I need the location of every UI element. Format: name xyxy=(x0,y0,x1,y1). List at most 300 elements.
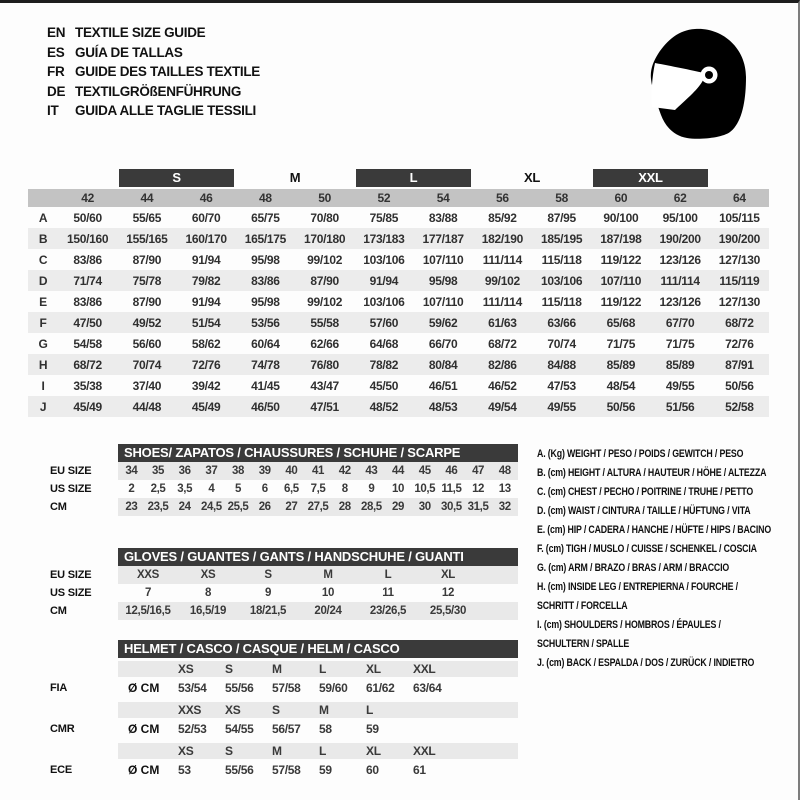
measurement-value: 83/86 xyxy=(236,270,295,291)
size-value: 32 xyxy=(498,501,511,513)
measurement-value: 57/60 xyxy=(354,312,413,333)
helmet-size-label: XS xyxy=(178,744,194,758)
measurement-value: 74/78 xyxy=(236,354,295,375)
legend-item-i xyxy=(537,616,800,654)
legend-item-c xyxy=(537,483,800,502)
measurement-value: 49/54 xyxy=(473,396,532,417)
language-title: TEXTILGRÖßENFÜHRUNG xyxy=(75,83,242,99)
row-label: US SIZE xyxy=(50,483,92,495)
measurement-value: 87/95 xyxy=(547,210,576,225)
measurement-value: 115/118 xyxy=(541,252,582,267)
size-value: XXS xyxy=(136,569,160,581)
size-value: 40 xyxy=(285,465,298,477)
size-value: 25,5/30 xyxy=(429,605,467,617)
legend-line: H. (cm) INSIDE LEG / ENTREPIERNA / FOURCHE / xyxy=(537,581,738,593)
measurement-value: 70/74 xyxy=(117,354,176,375)
measurement-value: 95/98 xyxy=(414,270,473,291)
measurement-value: 83/86 xyxy=(73,294,102,309)
helmet-value-row-ece xyxy=(30,759,525,781)
shoes-row-us-size xyxy=(30,480,525,498)
size-value: 18/21,5 xyxy=(249,605,287,617)
measurement-row-e xyxy=(28,291,769,312)
helmet-size-value: 52/53 xyxy=(178,722,207,736)
measurement-value: 103/106 xyxy=(532,270,591,291)
helmet-size-row-fia xyxy=(30,661,525,677)
measurement-value: 119/122 xyxy=(600,252,642,267)
size-band-m: M xyxy=(289,170,301,185)
language-title: GUÍA DE TALLAS xyxy=(75,44,183,60)
helmet-size-label: M xyxy=(319,703,329,717)
measurement-value: 68/72 xyxy=(58,354,117,375)
size-value: 27,5 xyxy=(307,501,329,513)
measurement-value: 52/58 xyxy=(710,396,769,417)
measurement-value: 68/72 xyxy=(488,336,517,351)
row-label: EU SIZE xyxy=(50,569,92,581)
legend-item-h xyxy=(537,578,800,616)
size-value: 9 xyxy=(264,587,272,599)
size-value: 7,5 xyxy=(310,483,326,495)
size-value: 38 xyxy=(232,465,245,477)
row-values xyxy=(118,718,518,740)
measurement-value: 87/90 xyxy=(132,294,162,309)
row-label: US SIZE xyxy=(50,587,92,599)
helmet-value-row-fia xyxy=(30,677,525,699)
measurement-value: 87/90 xyxy=(132,252,162,267)
eu-size-label: 50 xyxy=(295,189,354,207)
measurement-value: 61/63 xyxy=(473,312,532,333)
helmet-size-label: L xyxy=(319,662,327,676)
eu-size-label: 56 xyxy=(473,189,532,207)
measurement-value: 185/195 xyxy=(532,228,591,249)
eu-size-spacer xyxy=(28,189,58,207)
size-value: 39 xyxy=(258,465,271,477)
helmet-size-value: 59 xyxy=(366,722,379,736)
measurement-value: 51/56 xyxy=(651,396,710,417)
size-value: 42 xyxy=(338,465,351,477)
helmet-icon xyxy=(649,27,755,146)
measurement-value: 48/54 xyxy=(606,378,636,393)
gloves-row-eu-size xyxy=(30,566,525,584)
row-letter: E xyxy=(39,294,47,309)
measurement-value: 70/80 xyxy=(310,210,339,225)
size-value: S xyxy=(264,569,272,581)
measurement-value: 48/52 xyxy=(354,396,413,417)
measurement-value: 49/52 xyxy=(117,312,176,333)
measurement-value: 170/180 xyxy=(295,228,354,249)
measurement-value: 111/114 xyxy=(482,252,523,267)
measurement-value: 55/58 xyxy=(295,312,354,333)
measurement-value: 127/130 xyxy=(718,294,761,309)
helmet-size-value: 56/57 xyxy=(272,722,301,736)
measurement-row-g xyxy=(28,333,769,354)
size-value: 23/26,5 xyxy=(369,605,407,617)
measurement-row-h xyxy=(28,354,769,375)
measurement-value: 43/47 xyxy=(310,378,339,393)
row-label-spacer xyxy=(30,702,118,718)
unit-spacer xyxy=(118,743,178,759)
row-label: CM xyxy=(50,605,67,617)
size-value: 30,5 xyxy=(441,501,462,513)
helmet-size-label: L xyxy=(319,744,327,758)
row-label: EU SIZE xyxy=(50,465,92,477)
legend-line: D. (cm) WAIST / CINTURA / TAILLE / HÜFTUNG / VITA xyxy=(537,505,751,517)
size-value: 24,5 xyxy=(200,501,222,513)
helmet-size-value: 53/54 xyxy=(178,681,207,695)
helmet-size-label: XL xyxy=(366,744,381,758)
measurement-value: 39/42 xyxy=(191,378,221,393)
measurement-value: 53/56 xyxy=(236,312,295,333)
measurement-value: 65/68 xyxy=(591,312,650,333)
size-value: 37 xyxy=(205,465,218,477)
eu-size-label: 54 xyxy=(414,189,473,207)
legend-line: G. (cm) ARM / BRAZO / BRAS / ARM / BRACCIO xyxy=(537,562,730,574)
size-value: 44 xyxy=(392,465,405,477)
measurement-value: 82/86 xyxy=(473,354,532,375)
shoes-size-table xyxy=(30,444,525,516)
standard-label: ECE xyxy=(50,764,73,776)
size-value: 46 xyxy=(445,465,458,477)
measurement-value: 79/82 xyxy=(177,270,236,291)
size-value: 11,5 xyxy=(441,483,462,495)
language-code: IT xyxy=(47,103,59,118)
helmet-size-label: XXS xyxy=(178,703,202,717)
measurement-value: 95/98 xyxy=(251,294,280,309)
measurement-value: 123/126 xyxy=(659,252,701,267)
shoes-title: SHOES/ ZAPATOS / CHAUSSURES / SCHUHE / SCARPE xyxy=(118,444,518,462)
measurement-value: 67/70 xyxy=(651,312,710,333)
measurement-value: 84/88 xyxy=(532,354,591,375)
measurement-value: 46/51 xyxy=(428,378,458,393)
size-band-xxl: XXL xyxy=(593,169,708,187)
size-value: 10 xyxy=(392,483,405,495)
standard-label: FIA xyxy=(50,682,68,694)
measurement-value: 55/65 xyxy=(132,210,162,225)
helmet-table-title: HELMET / CASCO / CASQUE / HELM / CASCO xyxy=(118,640,518,658)
measurement-row-j xyxy=(28,396,769,417)
legend-line: E. (cm) HIP / CADERA / HANCHE / HÜFTE / HIPS / BACINO xyxy=(537,524,772,536)
measurement-value: 62/66 xyxy=(310,336,339,351)
measurement-value: 107/110 xyxy=(591,270,650,291)
size-value: 45 xyxy=(418,465,431,477)
helmet-size-value: 59/60 xyxy=(319,681,348,695)
helmet-size-value: 54/55 xyxy=(225,722,254,736)
legend-item-d xyxy=(537,502,800,521)
row-values xyxy=(118,602,518,620)
size-band-xl: XL xyxy=(523,170,540,185)
size-band-cell xyxy=(354,169,473,189)
footwear-gloves-helmet-tables xyxy=(30,444,525,781)
size-value: 29 xyxy=(392,501,405,513)
size-value: 13 xyxy=(498,483,511,495)
row-values xyxy=(118,566,518,584)
measurement-value: 44/48 xyxy=(117,396,176,417)
measurement-value: 49/55 xyxy=(532,396,591,417)
size-value: XL xyxy=(440,569,456,581)
measurement-value: 107/110 xyxy=(422,252,464,267)
measurement-value: 123/126 xyxy=(659,294,701,309)
helmet-size-value: 57/58 xyxy=(272,681,301,695)
measurement-value: 99/102 xyxy=(307,252,343,267)
size-value: 27 xyxy=(285,501,298,513)
measurement-value: 71/75 xyxy=(665,336,695,351)
helmet-size-value: 55/56 xyxy=(225,763,254,777)
measurement-value: 85/92 xyxy=(488,210,517,225)
measurement-value: 87/90 xyxy=(295,270,354,291)
row-values xyxy=(118,584,518,602)
row-letter: B xyxy=(28,228,58,249)
measurement-row-f xyxy=(28,312,769,333)
helmet-size-value: 55/56 xyxy=(225,681,254,695)
size-value: 35 xyxy=(152,465,164,477)
measurement-value: 99/102 xyxy=(307,294,343,309)
helmet-size-label: S xyxy=(225,662,233,676)
size-value: 28 xyxy=(338,501,351,513)
size-value: 36 xyxy=(178,465,191,477)
measurement-value: 95/100 xyxy=(662,210,698,225)
measurement-value: 72/76 xyxy=(725,336,754,351)
shoes-row-cm xyxy=(30,498,525,516)
measurement-value: 50/60 xyxy=(73,210,102,225)
legend-item-b xyxy=(537,464,800,483)
size-value: 7 xyxy=(144,587,152,599)
measurement-value: 65/75 xyxy=(251,210,280,225)
size-value: 2 xyxy=(128,483,135,495)
measurement-value: 91/94 xyxy=(354,270,413,291)
measurement-value: 105/115 xyxy=(719,210,760,225)
unit-label: Ø CM xyxy=(128,763,160,777)
eu-size-label: 64 xyxy=(710,189,769,207)
measurement-value: 48/53 xyxy=(414,396,473,417)
helmet-size-label: XXL xyxy=(413,662,436,676)
helmet-size-label: S xyxy=(272,703,280,717)
gloves-row-cm xyxy=(30,602,525,620)
measurement-value: 45/49 xyxy=(177,396,236,417)
helmet-size-label: L xyxy=(366,703,374,717)
size-value: 16,5/19 xyxy=(189,605,227,617)
size-band-spacer xyxy=(28,169,117,189)
measurement-value: 60/64 xyxy=(251,336,280,351)
size-value: 48 xyxy=(498,465,511,477)
size-band-cell xyxy=(236,169,355,189)
size-value: 24 xyxy=(178,501,191,513)
measurement-value: 119/122 xyxy=(600,294,642,309)
measurement-value: 91/94 xyxy=(191,252,221,267)
measurement-value: 99/102 xyxy=(473,270,532,291)
helmet-size-row-ece xyxy=(30,743,525,759)
measurement-value: 45/49 xyxy=(58,396,117,417)
row-sizes xyxy=(118,661,518,677)
row-values xyxy=(118,498,518,516)
measurement-value: 173/183 xyxy=(354,228,413,249)
row-label-spacer xyxy=(30,743,118,759)
legend-line: A. (Kg) WEIGHT / PESO / POIDS / GEWITCH / PESO xyxy=(537,448,744,460)
measurement-value: 160/170 xyxy=(177,228,236,249)
helmet-size-label: S xyxy=(225,744,233,758)
size-value: 12 xyxy=(441,587,455,599)
helmet-size-value: 57/58 xyxy=(272,763,301,777)
eu-size-label: 46 xyxy=(177,189,236,207)
measurement-value: 85/89 xyxy=(651,354,710,375)
measurement-value: 76/80 xyxy=(295,354,354,375)
measurement-value: 35/38 xyxy=(73,378,102,393)
measurement-value: 150/160 xyxy=(58,228,117,249)
measurement-value: 190/200 xyxy=(710,228,769,249)
size-band-cell xyxy=(117,169,236,189)
measurement-row-d xyxy=(28,270,769,291)
size-value: 34 xyxy=(125,465,138,477)
measurement-value: 107/110 xyxy=(422,294,464,309)
helmet-size-table xyxy=(30,640,525,781)
measurement-value: 115/118 xyxy=(541,294,582,309)
legend-line: SCHULTERN / SPALLE xyxy=(537,638,630,650)
helmet-size-value: 59 xyxy=(319,763,332,777)
unit-spacer xyxy=(118,661,178,677)
helmet-icon-svg xyxy=(649,27,755,141)
helmet-value-row-cmr xyxy=(30,718,525,740)
row-label: CM xyxy=(50,501,67,513)
size-value: 10 xyxy=(321,587,335,599)
eu-size-label: 42 xyxy=(58,189,117,207)
measurement-row-b xyxy=(28,228,769,249)
measurement-value: 60/70 xyxy=(191,210,221,225)
measurement-value: 75/85 xyxy=(369,210,399,225)
language-code: ES xyxy=(47,44,65,60)
helmet-size-value: 58 xyxy=(319,722,332,736)
row-letter: F xyxy=(28,312,58,333)
eu-size-header-row xyxy=(28,189,769,207)
measurement-value: 75/78 xyxy=(117,270,176,291)
legend-line: I. (cm) SHOULDERS / HOMBROS / ÉPAULES / xyxy=(537,619,721,631)
measurement-value: 78/82 xyxy=(354,354,413,375)
measurement-value: 103/106 xyxy=(363,294,405,309)
measurement-value: 46/50 xyxy=(236,396,295,417)
measurement-value: 45/50 xyxy=(369,378,399,393)
measurement-value: 71/75 xyxy=(606,336,636,351)
size-value: 20/24 xyxy=(314,605,342,617)
measurement-value: 47/51 xyxy=(295,396,354,417)
row-letter: J xyxy=(28,396,58,417)
size-value: 12,5/16,5 xyxy=(125,605,171,617)
row-values xyxy=(118,480,518,498)
legend-line: C. (cm) CHEST / PECHO / POITRINE / TRUHE / PETTO xyxy=(537,486,754,498)
measurement-value: 165/175 xyxy=(236,228,295,249)
measurement-row-a xyxy=(28,207,769,228)
helmet-size-value: 60 xyxy=(366,763,379,777)
measurement-value: 87/91 xyxy=(710,354,769,375)
row-letter: H xyxy=(28,354,58,375)
size-value: M xyxy=(323,569,333,581)
measurement-value: 50/56 xyxy=(725,378,754,393)
measurement-value: 37/40 xyxy=(132,378,162,393)
size-value: 9 xyxy=(368,483,375,495)
size-value: 23,5 xyxy=(147,501,169,513)
row-sizes xyxy=(118,702,518,718)
measurement-value: 41/45 xyxy=(251,378,280,393)
measurement-value: 85/89 xyxy=(591,354,650,375)
measurement-value: 91/94 xyxy=(191,294,221,309)
helmet-size-label: M xyxy=(272,744,282,758)
measurement-value: 127/130 xyxy=(718,252,761,267)
measurement-value: 83/86 xyxy=(73,252,102,267)
helmet-size-value: 61/62 xyxy=(366,681,395,695)
helmet-size-label xyxy=(413,702,460,718)
size-value: 8 xyxy=(204,587,212,599)
row-letter: I xyxy=(41,378,45,393)
size-value: 5 xyxy=(235,483,242,495)
size-value: 6,5 xyxy=(283,483,299,495)
eu-size-label: 58 xyxy=(532,189,591,207)
helmet-size-label: M xyxy=(272,662,282,676)
row-label-spacer xyxy=(30,661,118,677)
row-values xyxy=(118,677,518,699)
row-letter: C xyxy=(38,252,48,267)
size-band-spacer xyxy=(710,169,769,189)
language-row-it xyxy=(47,101,260,121)
measurement-value: 47/50 xyxy=(58,312,117,333)
measurement-value: 66/70 xyxy=(428,336,458,351)
measurement-value: 177/187 xyxy=(414,228,473,249)
legend-item-a xyxy=(537,445,800,464)
size-value: 2,5 xyxy=(150,483,166,495)
unit-label: Ø CM xyxy=(128,681,160,695)
helmet-size-value: 63/64 xyxy=(413,681,442,695)
unit-spacer xyxy=(118,702,178,718)
gloves-row-us-size xyxy=(30,584,525,602)
measurement-value: 187/198 xyxy=(591,228,650,249)
size-value: XS xyxy=(200,569,216,581)
textile-size-table xyxy=(28,169,769,417)
gloves-size-table xyxy=(30,548,525,620)
language-row-en xyxy=(47,23,260,43)
size-value: 11 xyxy=(382,587,394,599)
size-value: 8 xyxy=(341,483,348,495)
measurement-value: 46/52 xyxy=(488,378,517,393)
legend-line: B. (cm) HEIGHT / ALTURA / HAUTEUR / HÖHE / ALTEZZA xyxy=(537,467,767,479)
legend-item-e xyxy=(537,521,800,540)
row-values xyxy=(118,759,518,781)
measurement-value: 59/62 xyxy=(414,312,473,333)
size-value: 47 xyxy=(472,465,485,477)
row-letter: D xyxy=(28,270,58,291)
helmet-size-row-cmr xyxy=(30,702,525,718)
helmet-size-value: 61 xyxy=(413,763,426,777)
size-value: 31,5 xyxy=(467,501,489,513)
eu-size-label: 48 xyxy=(236,189,295,207)
row-sizes xyxy=(118,743,518,759)
size-value: 3,5 xyxy=(177,483,193,495)
legend-item-f xyxy=(537,540,800,559)
standard-label: CMR xyxy=(50,723,75,735)
language-code: FR xyxy=(47,64,65,79)
size-value: 26 xyxy=(258,501,271,513)
measurement-value: 90/100 xyxy=(603,210,639,225)
measurement-value: 95/98 xyxy=(251,252,280,267)
size-value: 6 xyxy=(261,483,268,495)
eu-size-label: 60 xyxy=(591,189,650,207)
size-value: 10,5 xyxy=(414,483,436,495)
measurement-value: 68/72 xyxy=(710,312,769,333)
shoes-row-eu-size xyxy=(30,462,525,480)
language-title: GUIDA ALLE TAGLIE TESSILI xyxy=(75,103,256,118)
language-row-fr xyxy=(47,62,260,82)
measurement-value: 111/114 xyxy=(651,270,710,291)
language-title: TEXTILE SIZE GUIDE xyxy=(75,25,206,40)
measurement-row-i xyxy=(28,375,769,396)
measurement-value: 80/84 xyxy=(414,354,473,375)
legend-line: SCHRITT / FORCELLA xyxy=(537,600,628,612)
measurement-value: 58/62 xyxy=(191,336,221,351)
measurement-value: 64/68 xyxy=(369,336,399,351)
